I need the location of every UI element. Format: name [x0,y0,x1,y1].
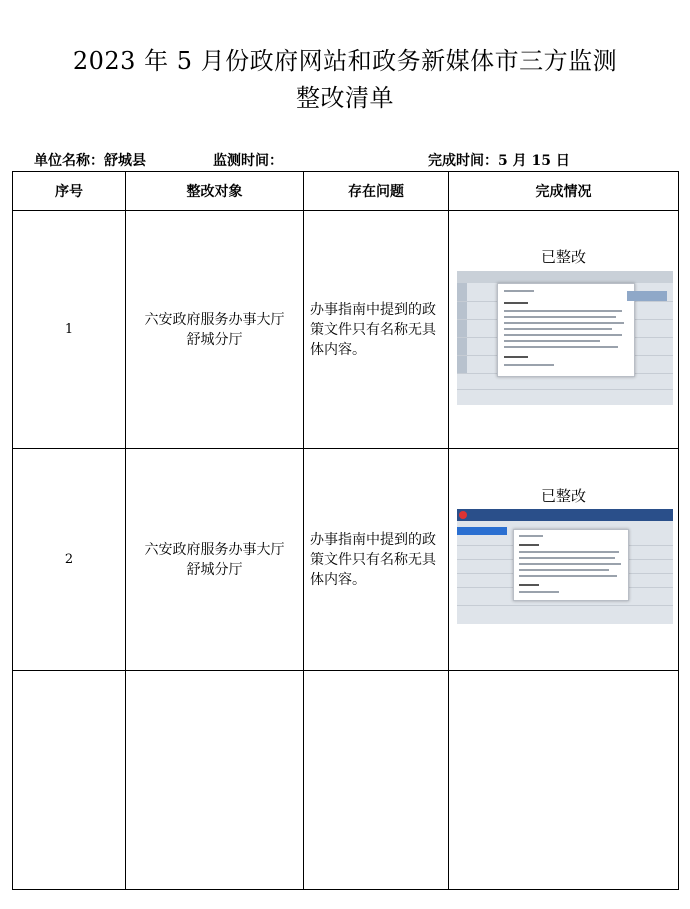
table-row [13,671,679,890]
header-target: 整改对象 [126,172,304,211]
screenshot-image [457,509,673,624]
monitor-time: 监测时间： [213,153,283,169]
row-issue: 办事指南中提到的政策文件只有名称无具体内容。 [304,449,449,671]
unit-name: 单位名称：舒城县 [34,153,146,169]
row-no: 1 [13,211,126,449]
header-issue: 存在问题 [304,172,449,211]
status-text: 已整改 [540,248,586,266]
row-target [126,449,304,671]
screenshot-image [457,271,673,405]
row-issue: 办事指南中提到的政策文件只有名称无具体内容。 [304,211,449,449]
rectification-table [12,171,679,890]
row-target-text: 六安政府服务办事大厅舒城分厅 [144,311,285,348]
document-subtitle: 整改清单 [296,84,394,112]
row-status [449,211,679,449]
row-target [126,671,304,890]
table-row [13,211,679,449]
row-target [126,211,304,449]
row-no [13,671,126,890]
header-status: 完成情况 [449,172,679,211]
table-header-row [13,172,679,211]
complete-time: 完成时间：5 月 15 日 [428,153,570,169]
row-no: 2 [13,449,126,671]
header-no: 序号 [13,172,126,211]
row-status [449,449,679,671]
table-row [13,449,679,671]
row-issue [304,671,449,890]
row-target-text: 六安政府服务办事大厅舒城分厅 [144,541,285,578]
document-title: 2023 年 5 月份政府网站和政务新媒体市三方监测 [72,47,618,75]
row-status [449,671,679,890]
status-text: 已整改 [540,487,586,505]
